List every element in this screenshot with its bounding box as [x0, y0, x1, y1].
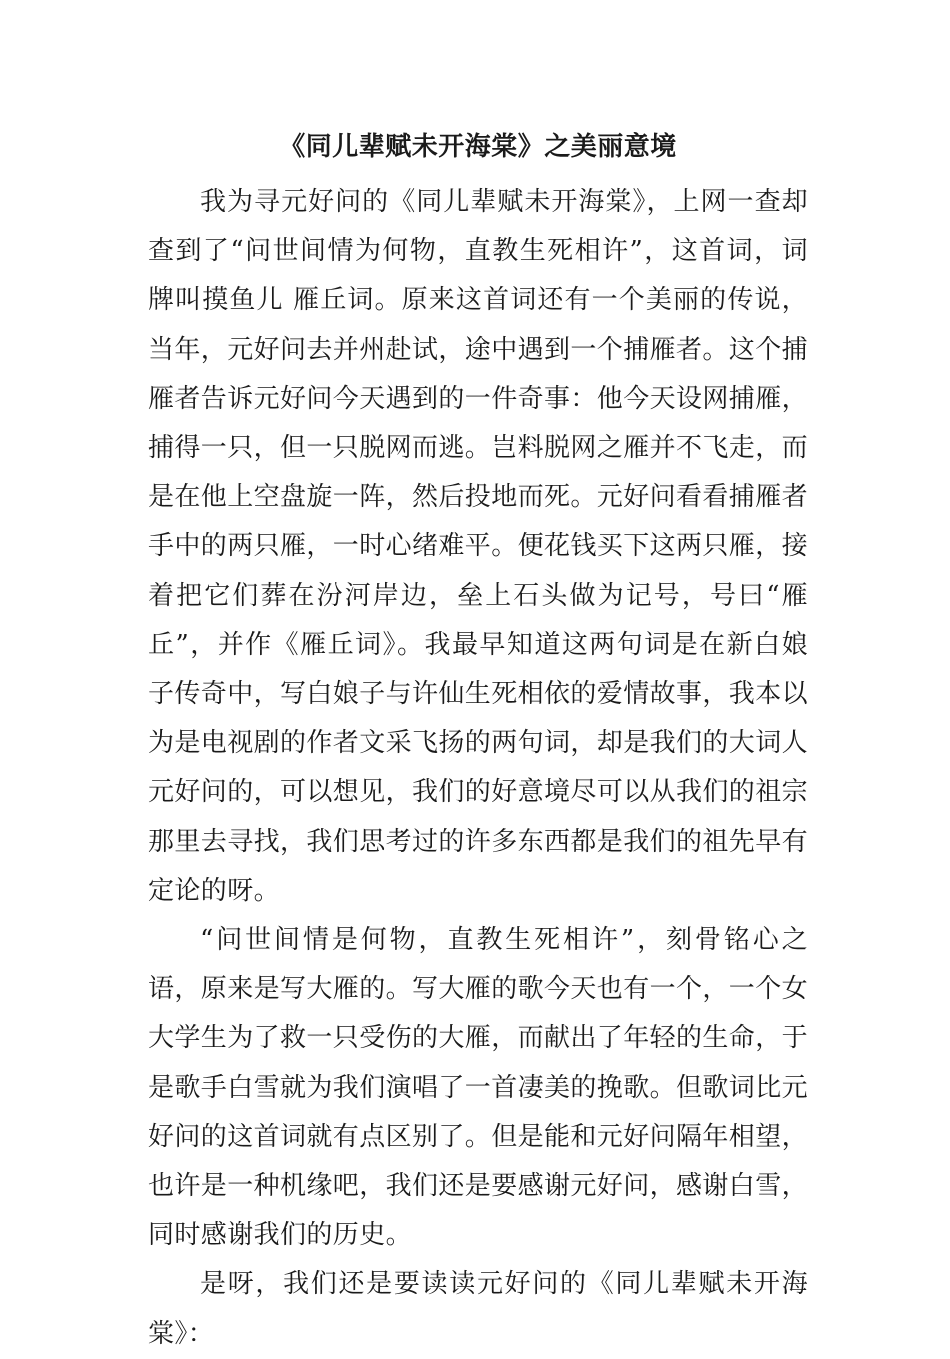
paragraph-1: 我为寻元好问的《同儿辈赋未开海棠》，上网一查却查到了“问世间情为何物，直教生死相许”，这首词，词牌叫摸鱼儿 雁丘词。原来这首词还有一个美丽的传说，当年，元好问去并州赴试，途中遇到一个捕雁者。这个捕雁者告诉元好问今天遇到的一件奇事：他今天设网捕雁，捕得一只，但一只脱网而逃。岂料脱网之雁并不飞走，而是在他上空盘旋一阵，然后投地而死。元好问看看捕雁者手中的两只雁，一时心绪难平。便花钱买下这两只雁，接着把它们葬在汾河岸边，垒上石头做为记号，号曰“雁丘”，并作《雁丘词》。我最早知道这两句词是在新白娘子传奇中，写白娘子与许仙生死相依的爱情故事，我本以为是电视剧的作者文采飞扬的两句词，却是我们的大词人元好问的，可以想见，我们的好意境尽可以从我们的祖宗那里去寻找，我们思考过的许多东西都是我们的祖先早有定论的呀。: [148, 187, 809, 906]
document-body: [148, 122, 808, 1359]
document-title: 《同儿辈赋未开海棠》之美丽意境: [279, 132, 677, 162]
paragraph-3: 是呀，我们还是要读读元好问的《同儿辈赋未开海棠》：: [148, 1269, 808, 1349]
paragraph-2: “问世间情是何物，直教生死相许”，刻骨铭心之语，原来是写大雁的。写大雁的歌今天也有一个，一个女大学生为了救一只受伤的大雁，而献出了年轻的生命，于是歌手白雪就为我们演唱了一首凄美的挽歌。但歌词比元好问的这首词就有点区别了。但是能和元好问隔年相望，也许是一种机缘吧，我们还是要感谢元好问，感谢白雪，同时感谢我们的历史。: [148, 925, 809, 1251]
